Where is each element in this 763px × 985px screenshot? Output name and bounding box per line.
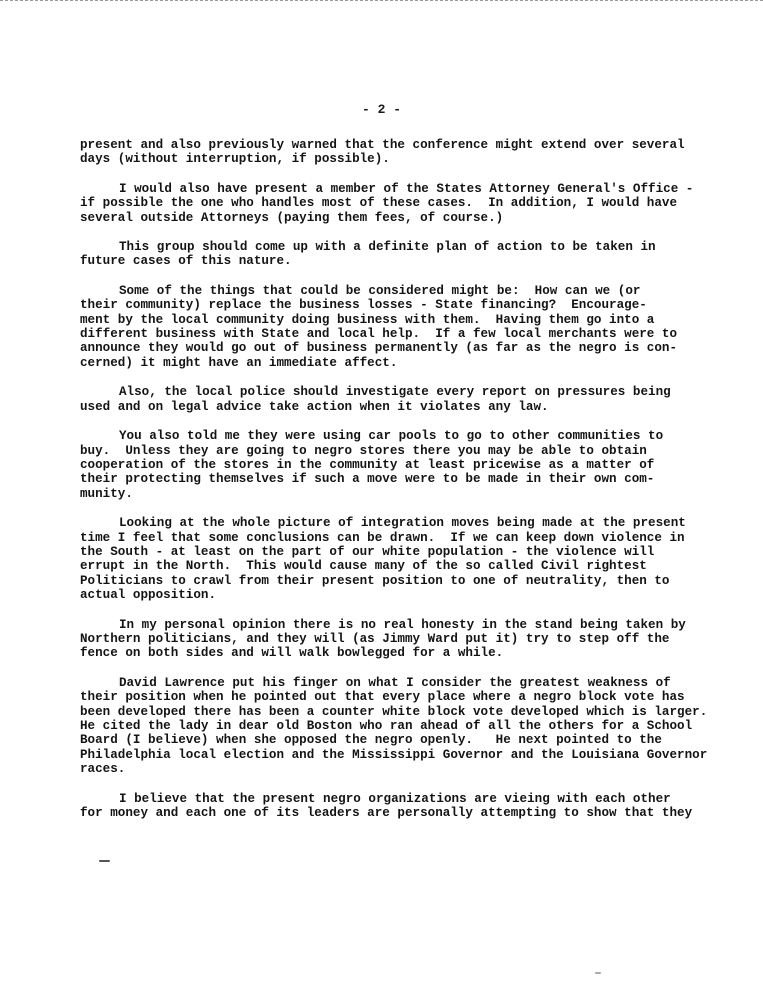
text-line: Some of the things that could be considered might be: How can we (or (119, 283, 641, 298)
text-line: their protecting themselves if such a move were to be made in their own com- (80, 472, 655, 487)
text-line: actual opposition. (80, 588, 217, 603)
paragraph (80, 182, 716, 225)
text-line: ment by the local community doing business with them. Having them go into a (80, 312, 655, 327)
paragraph (80, 284, 716, 370)
text-line: the South - at least on the part of our white population - the violence will (80, 544, 655, 559)
paragraph (80, 429, 716, 501)
text-line: present and also previously warned that the conference might extend over several (80, 138, 685, 152)
text-line: used and on legal advice take action when it violates any law. (80, 399, 549, 414)
text-line: buy. Unless they are going to negro stores there you may be able to obtain (80, 443, 647, 458)
text-line: I would also have present a member of the States Attorney General's Office - (119, 181, 694, 196)
text-line: You also told me they were using car pools to go to other communities to (119, 429, 664, 444)
text-line: their community) replace the business losses - State financing? Encourage- (80, 298, 647, 313)
paragraph (80, 385, 716, 414)
text-line: errupt in the North. This would cause many of the so called Civil rightest (80, 559, 647, 574)
paragraph (80, 516, 716, 602)
text-line: if possible the one who handles most of these cases. In addition, I would have (80, 196, 678, 211)
text-line: This group should come up with a definite plan of action to be taken in (119, 240, 656, 255)
text-line: time I feel that some conclusions can be drawn. If we can keep down violence in (80, 530, 685, 545)
text-line: fence on both sides and will walk bowlegged for a while. (80, 646, 504, 661)
text-line: I believe that the present negro organizations are vieing with each other (119, 791, 671, 806)
paragraph (80, 138, 716, 167)
text-line: In my personal opinion there is no real honesty in the stand being taken by (119, 617, 686, 632)
text-line: Politicians to crawl from their present position to one of neutrality, then to (80, 573, 670, 588)
text-line: Board (I believe) when she opposed the negro openly. He next pointed to the (80, 733, 662, 748)
paragraph (80, 618, 716, 661)
text-line: announce they would go out of business permanently (as far as the negro is con- (80, 341, 678, 356)
text-line: days (without interruption, if possible). (80, 152, 390, 167)
text-line: Also, the local police should investigate every report on pressures being (119, 385, 671, 400)
text-line: their position when he pointed out that every place where a negro block vote has (80, 690, 685, 705)
scan-speck (595, 972, 601, 974)
text-line: future cases of this nature. (80, 254, 292, 269)
text-line: different business with State and local help. If a few local merchants were to (80, 327, 678, 342)
paragraph (80, 792, 716, 821)
document-body (80, 138, 716, 835)
text-line: munity. (80, 486, 133, 501)
text-line: races. (80, 762, 126, 777)
text-line: Philadelphia local election and the Mississippi Governor and the Louisiana Governor (80, 747, 708, 762)
text-line: cooperation of the stores in the community at least pricewise as a matter of (80, 457, 655, 472)
text-line: been developed there has been a counter white block vote developed which is larger. (80, 704, 708, 719)
paragraph (80, 240, 716, 269)
text-line: Northern politicians, and they will (as Jimmy Ward put it) try to step off the (80, 631, 670, 646)
scan-speck (99, 860, 110, 862)
text-line: He cited the lady in dear old Boston who ran ahead of all the others for a School (80, 719, 693, 733)
paragraph (80, 676, 716, 777)
text-line: for money and each one of its leaders are personally attempting to show that they (80, 806, 693, 821)
page-number: - 2 - (361, 102, 401, 117)
text-line: several outside Attorneys (paying them fees, of course.) (80, 210, 504, 225)
text-line: David Lawrence put his finger on what I consider the greatest weakness of (119, 675, 671, 690)
text-line: cerned) it might have an immediate affect. (80, 355, 398, 370)
text-line: Looking at the whole picture of integration moves being made at the present (119, 516, 686, 531)
